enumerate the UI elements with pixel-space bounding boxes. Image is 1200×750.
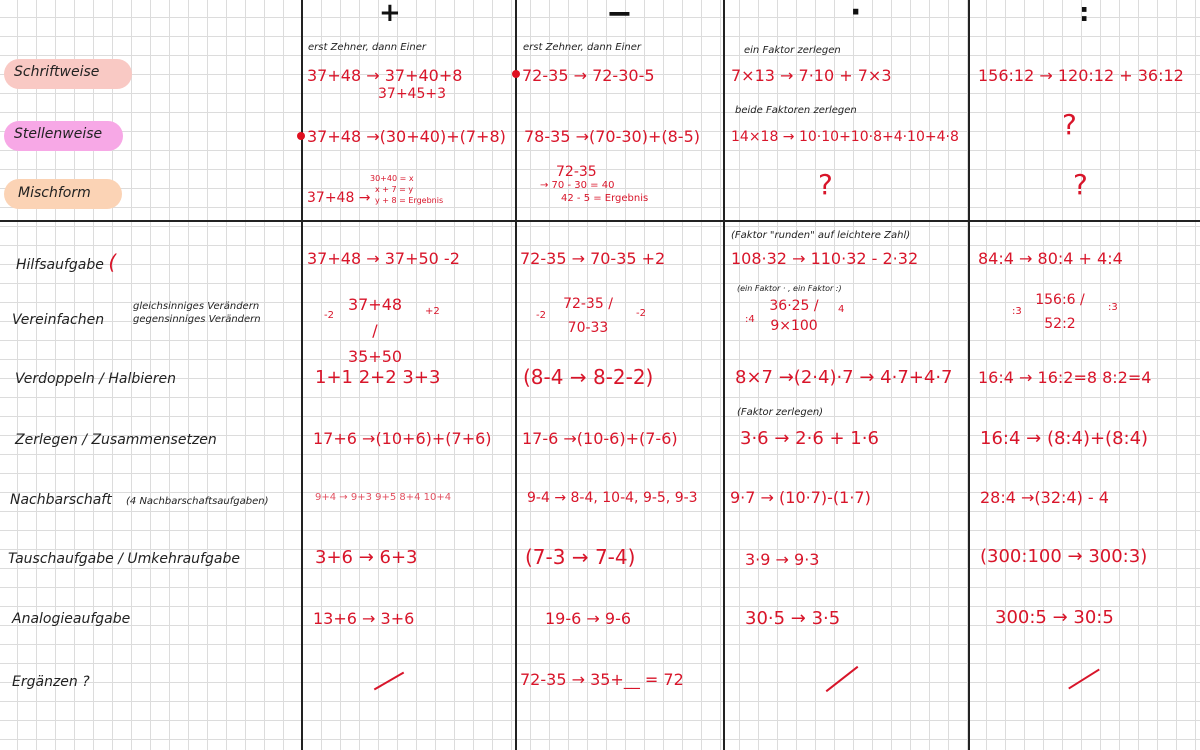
hilfs-times: 108·32 → 110·32 - 2·32 <box>731 249 919 268</box>
div-schrift-cell: 156:12 → 120:12 + 36:12 <box>978 66 1184 85</box>
vereinf-times-left: :4 <box>745 314 755 325</box>
nachbar-minus: 9-4 → 8-4, 10-4, 9-5, 9-3 <box>527 490 698 506</box>
analogie-div: 300:5 → 30:5 <box>995 607 1114 628</box>
vereinf-plus: 37+48 / 35+50 <box>347 295 403 366</box>
check-mark <box>374 672 404 691</box>
row-label-analogieaufgabe: Analogieaufgabe <box>12 611 131 627</box>
minus-misch-line-2: → 70 - 30 = 40 <box>540 180 615 191</box>
vereinf-minus: 72-35 / 70-33 <box>563 296 613 336</box>
minus-misch-line-3: 42 - 5 = Ergebnis <box>561 193 649 204</box>
times-symbol: · <box>850 0 862 30</box>
vereinf-minus-left: -2 <box>536 310 546 321</box>
minus-misch-line-1: 72-35 <box>556 164 597 180</box>
bullet-dot <box>512 70 520 78</box>
plus-misch-line-b: x + 7 = y <box>375 185 414 194</box>
hilfs-div: 84:4 → 80:4 + 4:4 <box>978 249 1123 268</box>
minus-schrift-cell: 72-35 → 72-30-5 <box>522 66 655 85</box>
row-label-verdoppeln: Verdoppeln / Halbieren <box>15 371 176 387</box>
tausch-times: 3·9 → 9·3 <box>745 550 820 569</box>
verdoppeln-plus: 1+1 2+2 3+3 <box>315 367 441 388</box>
bullet-dot <box>297 132 305 140</box>
row-divider <box>0 220 1200 222</box>
divide-symbol: : <box>1079 0 1090 28</box>
ergaenzen-minus: 72-35 → 35+__ = 72 <box>520 670 684 689</box>
vereinf-plus-left: -2 <box>324 310 334 321</box>
tausch-div: (300:100 → 300:3) <box>980 546 1148 567</box>
nachbar-times: 9·7 → (10·7)-(1·7) <box>730 488 871 507</box>
plus-stellen-cell: 37+48 →(30+40)+(7+8) <box>307 127 506 146</box>
row-label-nachbarschaft: Nachbarschaft <box>10 492 112 508</box>
vereinf-times-right: 4 <box>838 304 845 315</box>
vereinf-div-right: :3 <box>1108 302 1118 313</box>
verdoppeln-times: 8×7 →(2·4)·7 → 4·7+4·7 <box>735 367 953 388</box>
column-divider-1 <box>301 0 303 750</box>
times-misch-cell: ? <box>818 168 833 201</box>
tausch-minus: (7-3 → 7-4) <box>525 545 636 569</box>
zerlegen-minus: 17-6 →(10-6)+(7-6) <box>522 429 678 448</box>
minus-stellen-cell: 78-35 →(70-30)+(8-5) <box>524 127 700 146</box>
row-label-vereinfachen: Vereinfachen <box>12 312 105 328</box>
vereinf-div: 156:6 / 52:2 <box>1035 292 1085 332</box>
times-vereinf-note: (ein Faktor · , ein Faktor :) <box>737 284 842 293</box>
zerlegen-div: 16:4 → (8:4)+(8:4) <box>980 428 1149 449</box>
vereinf-plus-right: +2 <box>425 306 440 317</box>
times-schrift-cell: 7×13 → 7·10 + 7×3 <box>731 66 892 85</box>
minus-header-note: erst Zehner, dann Einer <box>523 42 641 53</box>
row-label-zerlegen: Zerlegen / Zusammensetzen <box>15 432 217 448</box>
hilfs-minus: 72-35 → 70-35 +2 <box>520 249 666 268</box>
hilfs-plus: 37+48 → 37+50 -2 <box>307 249 460 268</box>
times-stellen-cell: 14×18 → 10·10+10·8+4·10+4·8 <box>731 129 959 145</box>
vereinfachen-note-1: gleichsinniges Verändern <box>133 301 260 312</box>
div-stellen-cell: ? <box>1062 108 1077 141</box>
minus-symbol: − <box>606 0 633 32</box>
analogie-minus: 19-6 → 9-6 <box>545 609 632 628</box>
row-label-ergaenzen: Ergänzen ? <box>12 674 90 690</box>
column-divider-3 <box>723 0 725 750</box>
nachbarschaft-note: (4 Nachbarschaftsaufgaben) <box>126 496 269 507</box>
plus-header-note: erst Zehner, dann Einer <box>308 42 426 53</box>
stellenweise-label: Stellenweise <box>14 126 103 142</box>
vereinfachen-note-2: gegensinniges Verändern <box>133 314 261 325</box>
plus-misch-line-c: y + 8 = Ergebnis <box>375 196 444 205</box>
analogie-times: 30·5 → 3·5 <box>745 608 841 629</box>
verdoppeln-div: 16:4 → 16:2=8 8:2=4 <box>978 368 1152 387</box>
times-header-note: ein Faktor zerlegen <box>744 45 841 56</box>
plus-misch-line-a: 30+40 = x <box>370 174 414 183</box>
zerlegen-times: 3·6 → 2·6 + 1·6 <box>740 428 879 449</box>
check-mark <box>826 666 859 692</box>
plus-schrift-cell: 37+48 → 37+40+8 <box>307 66 463 85</box>
times-header-note2: beide Faktoren zerlegen <box>735 105 857 116</box>
nachbar-div: 28:4 →(32:4) - 4 <box>980 488 1109 507</box>
div-misch-cell: ? <box>1073 168 1088 201</box>
plus-misch-cell: 37+48 → <box>307 190 371 206</box>
schriftweise-label: Schriftweise <box>14 64 100 80</box>
column-divider-2 <box>515 0 517 750</box>
verdoppeln-minus: (8-4 → 8-2-2) <box>523 365 654 389</box>
plus-schrift-cell-2: 37+45+3 <box>378 86 446 102</box>
check-mark <box>1068 669 1100 690</box>
vereinf-div-left: :3 <box>1012 306 1022 317</box>
nachbar-plus: 9+4 → 9+3 9+5 8+4 10+4 <box>315 492 452 503</box>
vereinf-minus-right: -2 <box>636 308 646 319</box>
analogie-plus: 13+6 → 3+6 <box>313 609 415 628</box>
row-label-hilfsaufgabe: Hilfsaufgabe ( <box>16 250 117 274</box>
column-divider-4 <box>968 0 970 750</box>
times-hilf-note: (Faktor "runden" auf leichtere Zahl) <box>731 230 911 241</box>
tausch-plus: 3+6 → 6+3 <box>315 547 418 568</box>
zerlegen-plus: 17+6 →(10+6)+(7+6) <box>313 429 492 448</box>
plus-symbol: + <box>379 0 401 28</box>
times-zerlegen-note: (Faktor zerlegen) <box>737 407 824 418</box>
vereinf-times: 36·25 / 9×100 <box>769 298 819 334</box>
row-label-tauschaufgabe: Tauschaufgabe / Umkehraufgabe <box>8 551 240 567</box>
mischform-label: Mischform <box>18 185 91 201</box>
